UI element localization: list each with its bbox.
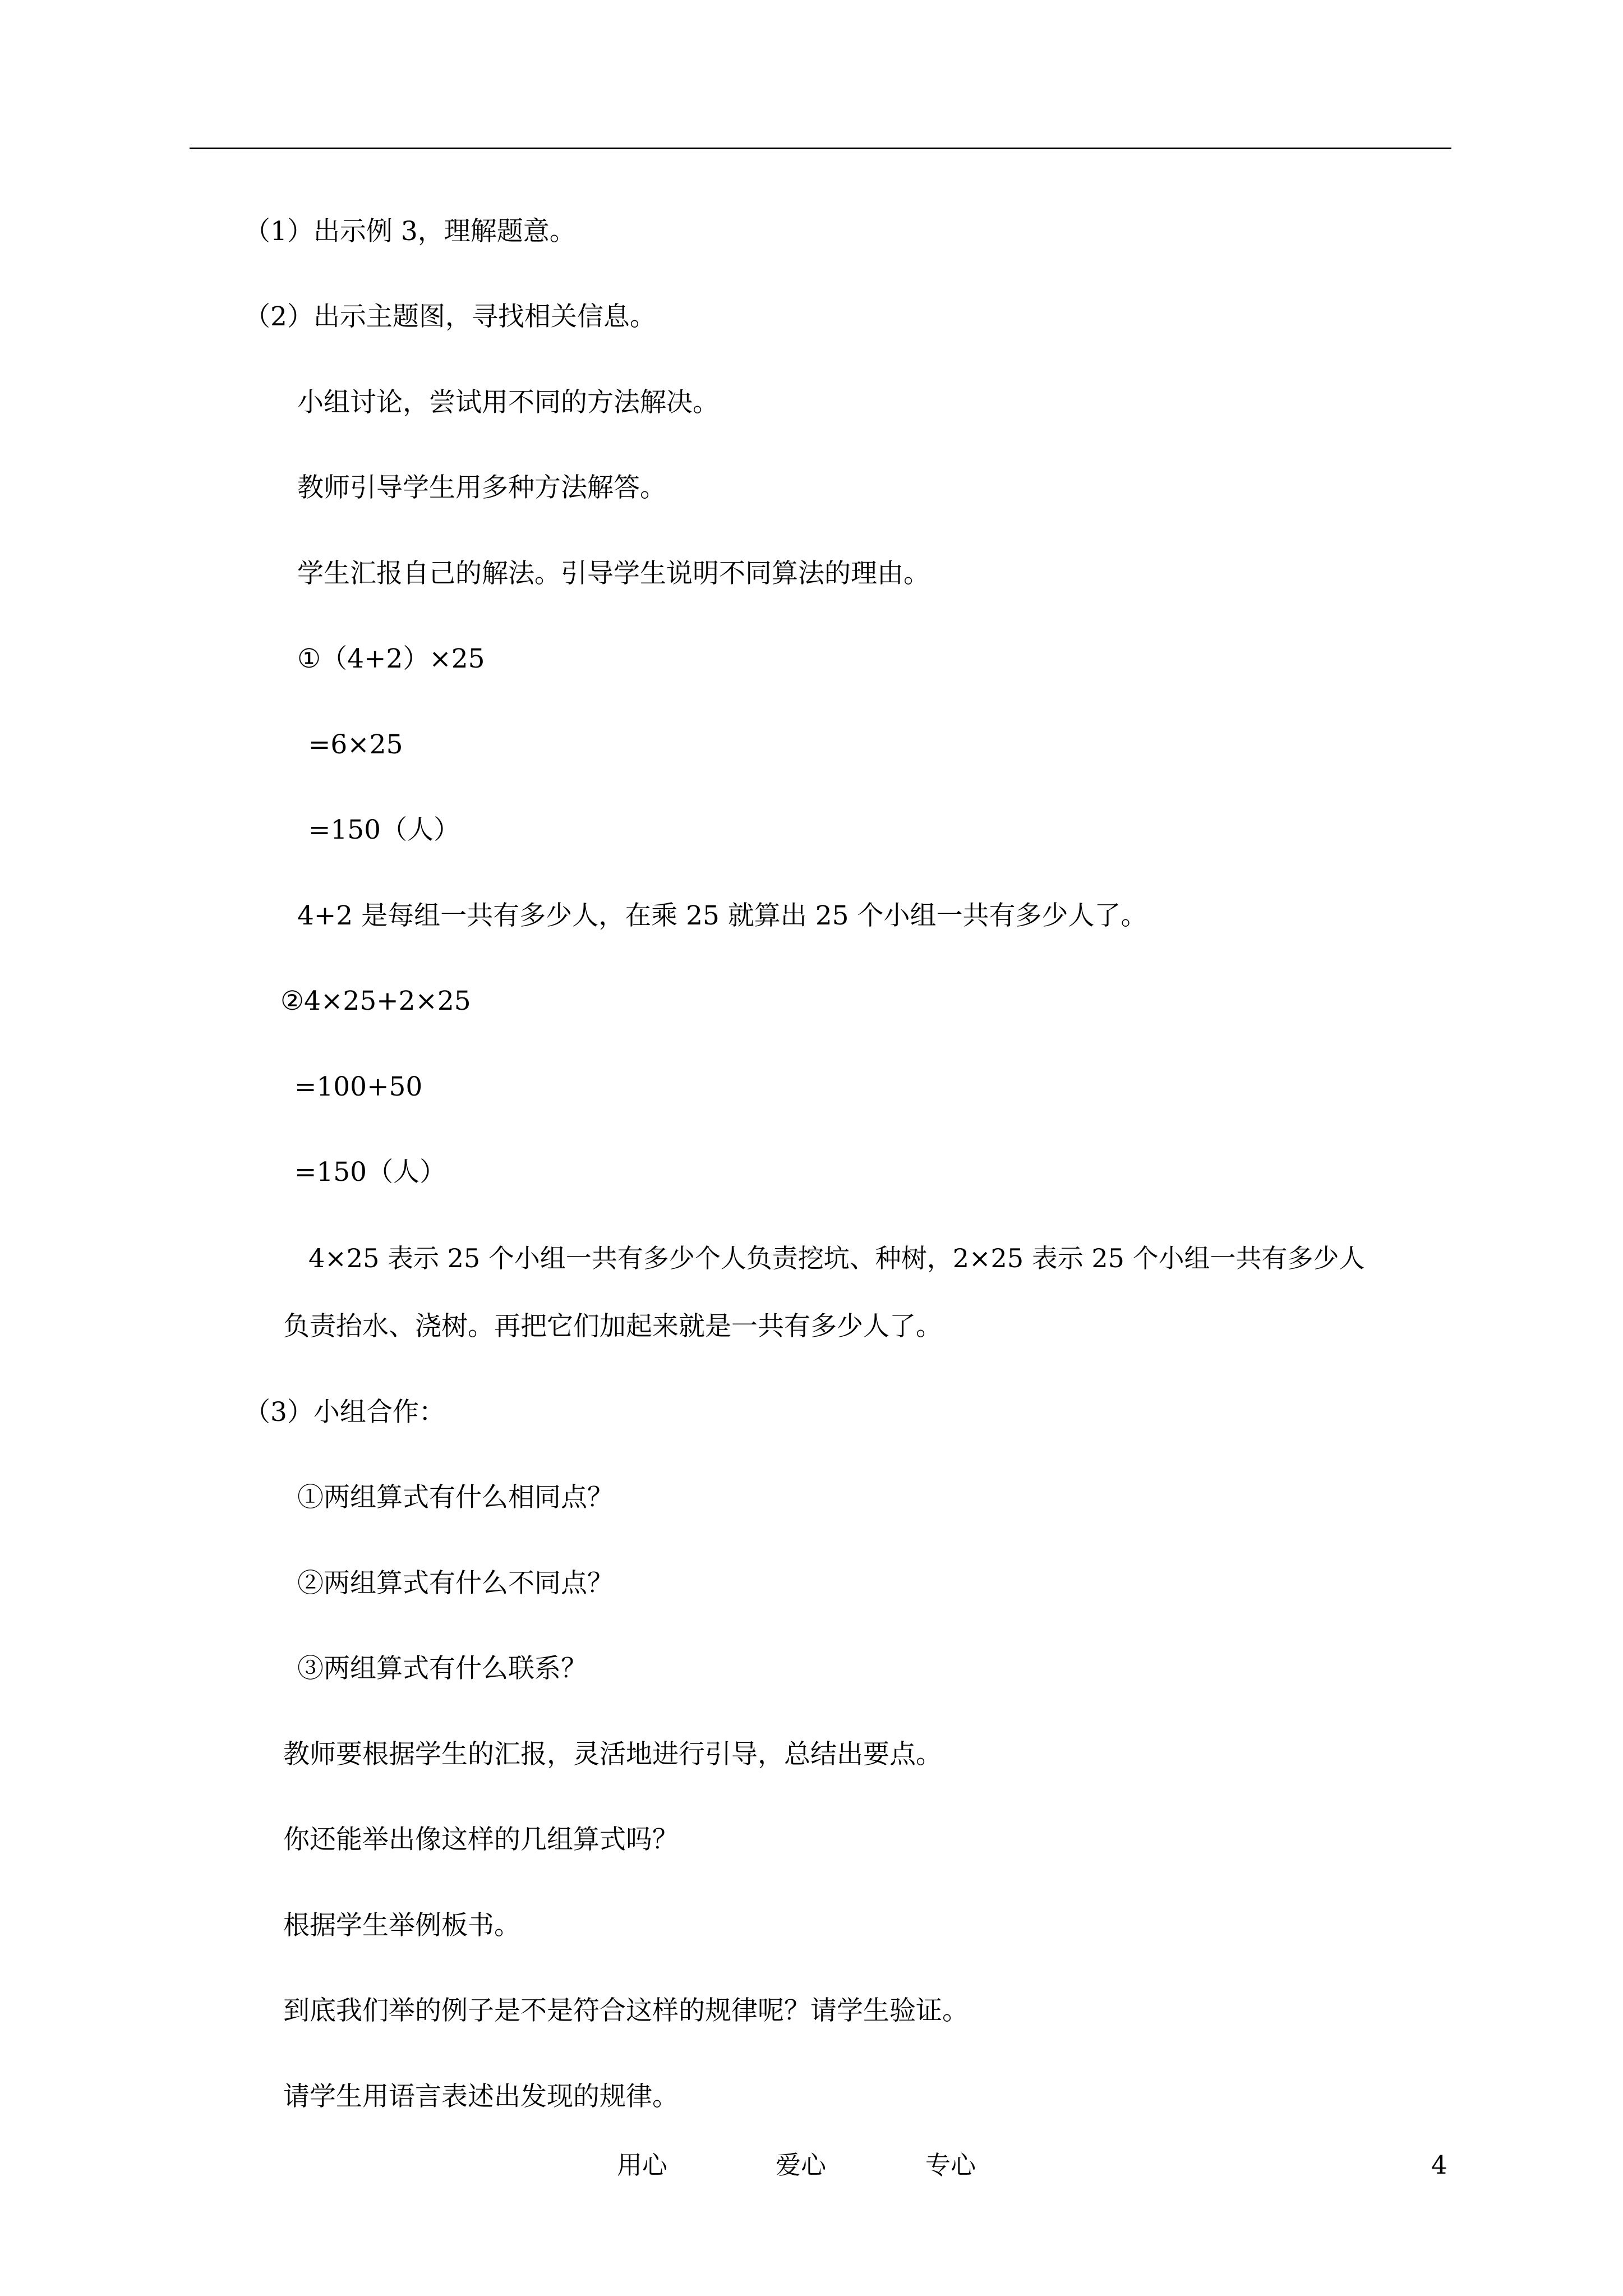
footer-motto: 专心: [925, 2150, 976, 2180]
paragraph: （3）小组合作：: [244, 1397, 445, 1428]
equation-line: =6×25: [308, 729, 403, 760]
equation-line: ①（4+2）×25: [297, 643, 485, 674]
equation-line: =150（人）: [294, 1157, 446, 1188]
page-number: 4: [1431, 2150, 1447, 2180]
footer-motto: 用心: [617, 2150, 668, 2180]
header-rule: [190, 148, 1451, 149]
equation-line: ②4×25+2×25: [280, 986, 471, 1016]
paragraph: 教师引导学生用多种方法解答。: [297, 472, 666, 503]
paragraph: 4+2 是每组一共有多少人，在乘 25 就算出 25 个小组一共有多少人了。: [297, 900, 1147, 931]
footer-motto: 爱心: [776, 2150, 827, 2180]
equation-line: =100+50: [294, 1071, 423, 1102]
equation-line: =150（人）: [308, 815, 460, 845]
list-item: ②两组算式有什么不同点？: [297, 1568, 614, 1599]
list-item: ①两组算式有什么相同点？: [297, 1482, 614, 1513]
paragraph: 根据学生举例板书。: [283, 1910, 520, 1941]
paragraph: 到底我们举的例子是不是符合这样的规律呢？请学生验证。: [283, 1995, 969, 2026]
paragraph: 教师要根据学生的汇报，灵活地进行引导，总结出要点。: [283, 1739, 942, 1770]
paragraph: （1）出示例 3，理解题意。: [244, 216, 576, 247]
paragraph: （2）出示主题图，寻找相关信息。: [244, 301, 656, 332]
list-item: ③两组算式有什么联系？: [297, 1653, 587, 1684]
paragraph: 小组讨论，尝试用不同的方法解决。: [297, 387, 719, 418]
paragraph: 你还能举出像这样的几组算式吗？: [283, 1824, 679, 1855]
paragraph: 4×25 表示 25 个小组一共有多少个人负责挖坑、种树，2×25 表示 25 个小组一共有多少人: [308, 1243, 1365, 1273]
paragraph: 负责抬水、浇树。再把它们加起来就是一共有多少人了。: [283, 1311, 942, 1342]
paragraph: 学生汇报自己的解法。引导学生说明不同算法的理由。: [297, 558, 930, 589]
paragraph: 请学生用语言表述出发现的规律。: [283, 2081, 679, 2112]
